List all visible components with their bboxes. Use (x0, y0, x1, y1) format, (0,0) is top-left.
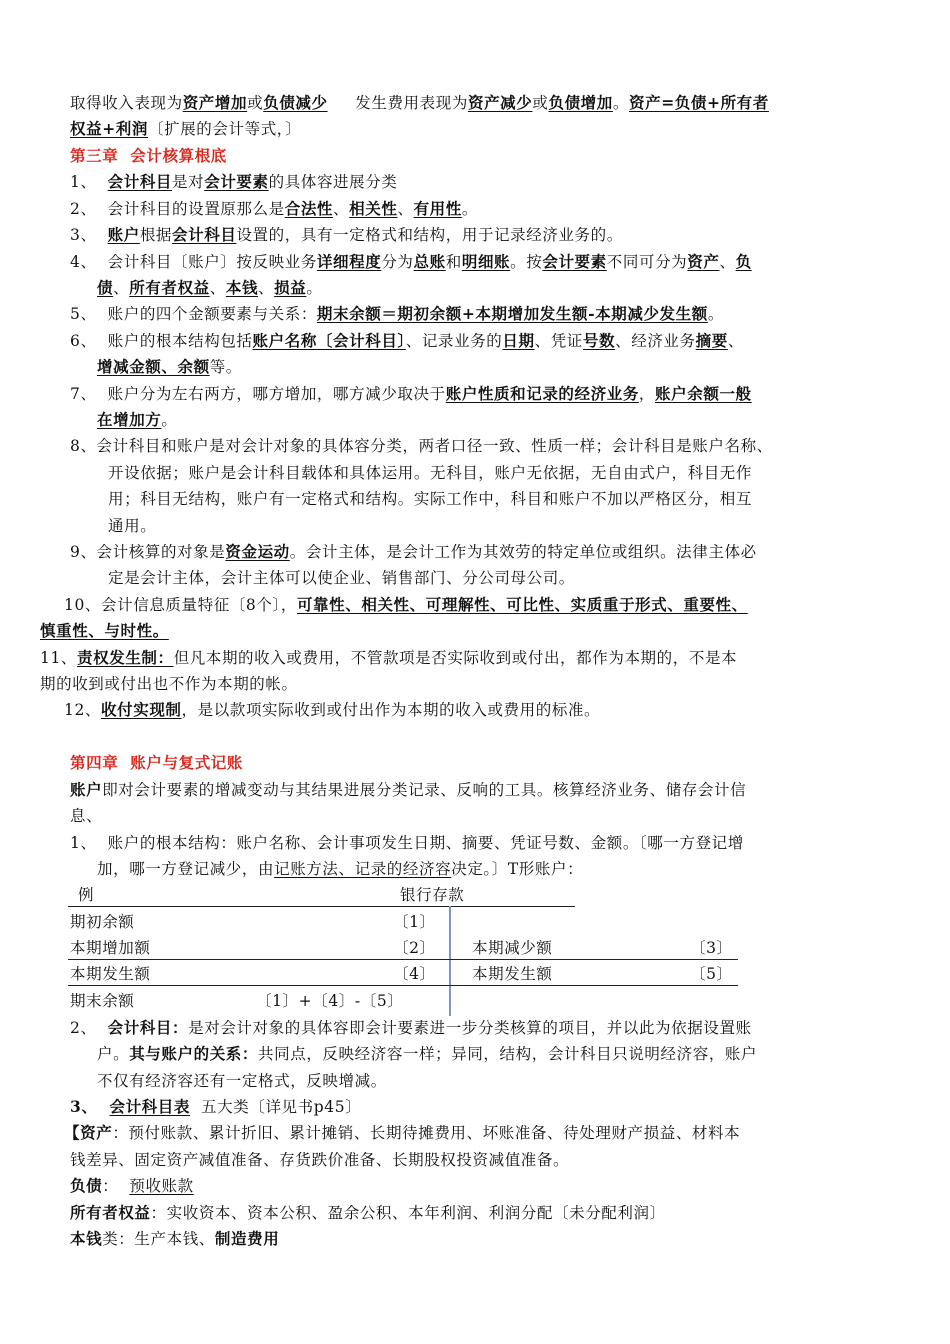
t-account-right-value: 〔3〕 (690, 939, 733, 957)
emphasis-text: 在增加方 (97, 410, 162, 429)
emphasis-text: 本钱 (225, 278, 259, 297)
list-item (70, 303, 724, 325)
text-run: 、经济业务 (615, 332, 696, 350)
text-run: 开设依据；账户是会计科目载体和具体运用。无科目，账户无依据，无自由式户，科目无作 (108, 464, 753, 482)
emphasis-text: 权益+利润 (70, 119, 148, 138)
text-run: 、 (258, 279, 275, 297)
text-run: 。 (161, 411, 178, 429)
emphasis-text: 账户性质和记录的经济业务 (445, 384, 639, 403)
emphasis-text: 资产=负债+所有者 (629, 93, 769, 112)
t-account-left-value: 〔4〕 (393, 965, 436, 983)
text-run: 定是会计主体，会计主体可以使企业、销售部门、分公司母公司。 (108, 569, 575, 587)
list-item (70, 1017, 752, 1039)
emphasis-text: 慎重性、与时性。 (40, 621, 169, 640)
list-item (70, 832, 744, 854)
text-run: 等。 (209, 358, 242, 376)
t-account-left-value: 〔1〕 (393, 913, 436, 931)
text-run: 9、会计核算的对象是 (70, 543, 226, 561)
heading-text: 第四章 账户与复式记账 (70, 753, 243, 772)
text-run: 或 (247, 94, 264, 112)
list-item-continuation (97, 1043, 757, 1065)
text-run: 、记录业务的 (405, 332, 503, 350)
text-run: 8、会计科目和账户是对会计对象的具体容分类，两者口径一致、性质一样；会计科目是账户名称、 (70, 437, 773, 455)
emphasis-text: 会计科目表 (109, 1097, 190, 1116)
text-run: 五大类〔详见书p45〕 (190, 1098, 362, 1116)
t-account-left-value: 〔2〕 (393, 939, 436, 957)
text-run: 不仅有经济容还有一定格式，反映增减。 (97, 1072, 387, 1090)
text-run: 2、 会计科目的设置原那么是 (70, 200, 285, 218)
t-account-name: 银行存款 (400, 886, 465, 904)
emphasis-text: 号数 (582, 331, 616, 350)
text-run: 息、 (70, 807, 103, 825)
text-run: 。 (461, 200, 478, 218)
list-item-continuation (97, 1070, 387, 1092)
emphasis-text: 【资产 (64, 1123, 113, 1142)
list-item (70, 330, 744, 352)
text-run: 5、 账户的四个金额要素与关系： (70, 305, 317, 323)
emphasis-text: 总账 (413, 252, 446, 271)
emphasis-text: 账户 (70, 780, 103, 799)
text-run: 用；科目无结构，账户有一定格式和结构。实际工作中，科目和账户不加以严格区分，相互 (108, 490, 753, 508)
text-run: 但凡本期的收入或费用，不管款项是否实际收到或付出，都作为本期的，不是本 (173, 649, 738, 667)
paragraph-line (70, 92, 769, 114)
emphasis-text: 会计要素 (542, 252, 607, 271)
text-run: 设置的，具有一定格式和结构，用于记录经济业务的。 (236, 226, 623, 244)
text-run: 〔扩展的会计等式，〕 (148, 120, 302, 138)
text-run: 、 (333, 200, 350, 218)
text-run: 共同点，反映经济容一样；异同，结构，会计科目只说明经济容，账户 (258, 1045, 758, 1063)
list-item-continuation (97, 277, 322, 299)
list-item-continuation (108, 515, 156, 537)
category-line (70, 1228, 279, 1250)
text-run: 通用。 (108, 517, 157, 535)
list-item (70, 1096, 361, 1118)
emphasis-text: 会计科目 (107, 172, 173, 191)
text-run: 加，哪一方登记减少，由 (97, 860, 275, 878)
emphasis-text: 明细账 (461, 252, 511, 271)
list-item-continuation (97, 409, 178, 431)
list-item (40, 647, 737, 669)
emphasis-text: 所有者权益 (70, 1203, 151, 1222)
paragraph-line (70, 805, 102, 827)
text-run: 。按 (510, 253, 543, 271)
text-run: 。 (306, 279, 323, 297)
paragraph-line (70, 118, 301, 140)
list-item-continuation (108, 567, 575, 589)
t-account-example-label: 例 (78, 886, 95, 904)
emphasis-text: 有用性 (413, 199, 462, 218)
text-run: 、 (719, 253, 736, 271)
text-run: 或 (532, 94, 549, 112)
t-account-left-label: 期末余额 (70, 992, 135, 1010)
t-account-row-rule (68, 959, 738, 960)
text-run: 1、 (70, 173, 108, 191)
t-account-right-label: 本期减少额 (472, 939, 553, 957)
emphasis-text: 预收账款 (129, 1177, 194, 1195)
t-account-left-label: 本期发生额 (70, 965, 151, 983)
list-item (70, 383, 752, 405)
emphasis-text: 制造费用 (214, 1229, 280, 1248)
list-item (64, 699, 600, 721)
text-run: 发生费用表现为 (327, 94, 468, 112)
chapter-heading (70, 752, 243, 774)
emphasis-text: 资产增加 (182, 93, 248, 112)
text-run: 根据 (139, 226, 173, 244)
list-item-continuation (108, 488, 752, 510)
emphasis-text: 所有者权益 (129, 278, 210, 297)
t-account-left-label: 期初余额 (70, 913, 135, 931)
text-run: ：实收资本、资本公积、盈余公积、本年利润、利润分配〔未分配利润〕 (150, 1204, 666, 1222)
emphasis-text: 其与账户的关系： (129, 1044, 259, 1063)
text-run: 即对会计要素的增减变动与其结果进展分类记录、反响的工具。核算经济业务、储存会计信 (102, 781, 747, 799)
text-run: 取得收入表现为 (70, 94, 183, 112)
heading-text: 第三章 会计核算根底 (70, 146, 227, 165)
text-run: 10、会计信息质量特征〔8个〕， (64, 596, 297, 614)
emphasis-text: 会计要素 (204, 172, 269, 191)
text-run: 、 (397, 200, 414, 218)
emphasis-text: 3、 (70, 1097, 110, 1116)
t-account-right-value: 〔5〕 (690, 965, 733, 983)
text-run: 、 (727, 332, 744, 350)
text-run: 分为 (381, 253, 414, 271)
t-account-center-rule (449, 906, 451, 1016)
list-item-continuation (40, 673, 298, 695)
emphasis-text: 负债增加 (548, 93, 613, 112)
list-item-continuation (97, 356, 242, 378)
text-run: 、 (209, 279, 226, 297)
text-run: ： (102, 1177, 130, 1195)
t-account-top-rule (68, 906, 575, 907)
text-run: 是对会计对象的具体容即会计要素进一步分类核算的项目，并以此为依据设置账 (188, 1019, 752, 1037)
category-line (70, 1175, 194, 1197)
emphasis-text: 收付实现制 (101, 700, 182, 719)
text-run: 不同可分为 (606, 253, 688, 271)
text-run: 类：生产本钱、 (102, 1230, 215, 1248)
emphasis-text: 资产减少 (467, 93, 533, 112)
list-item (70, 224, 623, 246)
t-account-left-value: 〔1〕+〔4〕-〔5〕 (256, 992, 404, 1010)
list-item (70, 251, 752, 273)
emphasis-text: 相关性 (349, 199, 398, 218)
emphasis-text: 负债减少 (263, 93, 328, 112)
text-run: 是对 (172, 173, 205, 191)
paragraph-line (70, 779, 746, 801)
list-item-continuation (40, 620, 169, 642)
list-item (70, 541, 757, 563)
text-run: 钱差异、固定资产减值准备、存货跌价准备、长期股权投资减值准备。 (70, 1151, 570, 1169)
text-run: ，是以款项实际收到或付出作为本期的收入或费用的标准。 (181, 701, 601, 719)
category-line (70, 1202, 666, 1224)
emphasis-text: 资产 (687, 252, 720, 271)
emphasis-text: 期末余额＝期初余额+本期增加发生额-本期减少发生额 (316, 304, 708, 323)
t-account-row-rule (68, 985, 738, 986)
emphasis-text: 本钱 (70, 1229, 103, 1248)
emphasis-text: 记账方法、记录的经济容 (274, 860, 452, 878)
text-run: 、 (113, 279, 130, 297)
emphasis-text: 会计科目 (172, 225, 237, 244)
emphasis-text: 负债 (70, 1176, 103, 1195)
text-run: 的具体容进展分类 (268, 173, 398, 191)
text-run: 和 (445, 253, 462, 271)
emphasis-text: 损益 (274, 278, 307, 297)
text-run: 决定。〕T形账户： (451, 860, 584, 878)
text-run: 12、 (64, 701, 102, 719)
text-run: 户。 (97, 1045, 130, 1063)
text-run: 7、 账户分为左右两方，哪方增加，哪方减少取决于 (70, 385, 446, 403)
text-run: 。 (707, 305, 724, 323)
text-run: 、凭证 (534, 332, 583, 350)
text-run: 3、 (70, 226, 108, 244)
list-item (70, 198, 478, 220)
emphasis-text: 增减金额、余额 (97, 357, 210, 376)
text-run: ：预付账款、累计折旧、累计摊销、长期待摊费用、坏账准备、待处理财产损益、材料本 (112, 1124, 741, 1142)
list-item-continuation (108, 462, 752, 484)
emphasis-text: 会计科目： (107, 1018, 189, 1037)
text-run: 11、 (40, 649, 78, 667)
text-run: ， (638, 385, 656, 403)
emphasis-text: 账户余额一般 (655, 384, 752, 403)
text-run: 期的收到或付出也不作为本期的帐。 (40, 675, 298, 693)
emphasis-text: 资金运动 (225, 542, 290, 561)
emphasis-text: 负 (735, 252, 752, 271)
text-run: 1、 账户的根本结构：账户名称、会计事项发生日期、摘要、凭证号数、金额。〔哪一方登记增 (70, 834, 744, 852)
emphasis-text: 责权发生制： (77, 648, 174, 667)
emphasis-text: 合法性 (284, 199, 334, 218)
list-item (64, 594, 748, 616)
emphasis-text: 摘要 (695, 331, 728, 350)
list-item (70, 435, 773, 457)
chapter-heading (70, 145, 227, 167)
emphasis-text: 日期 (502, 331, 535, 350)
emphasis-text: 账户名称〔会计科目〕 (252, 331, 406, 350)
emphasis-text: 账户 (107, 225, 140, 244)
category-line (70, 1149, 569, 1171)
emphasis-text: 详细程度 (316, 252, 382, 271)
list-item-continuation (97, 858, 583, 880)
emphasis-text: 可靠性、相关性、可理解性、可比性、实质重于形式、重要性、 (296, 595, 748, 614)
list-item (70, 171, 397, 193)
t-account-left-label: 本期增加额 (70, 939, 151, 957)
text-run: 4、 会计科目〔账户〕按反映业务 (70, 253, 317, 271)
t-account-right-label: 本期发生额 (472, 965, 553, 983)
text-run: 2、 (70, 1019, 108, 1037)
text-run: 。会计主体，是会计工作为其效劳的特定单位或组织。法律主体必 (289, 543, 757, 561)
emphasis-text: 债 (97, 278, 114, 297)
text-run: 6、 账户的根本结构包括 (70, 332, 253, 350)
category-line (64, 1122, 740, 1144)
text-run: 。 (612, 94, 629, 112)
